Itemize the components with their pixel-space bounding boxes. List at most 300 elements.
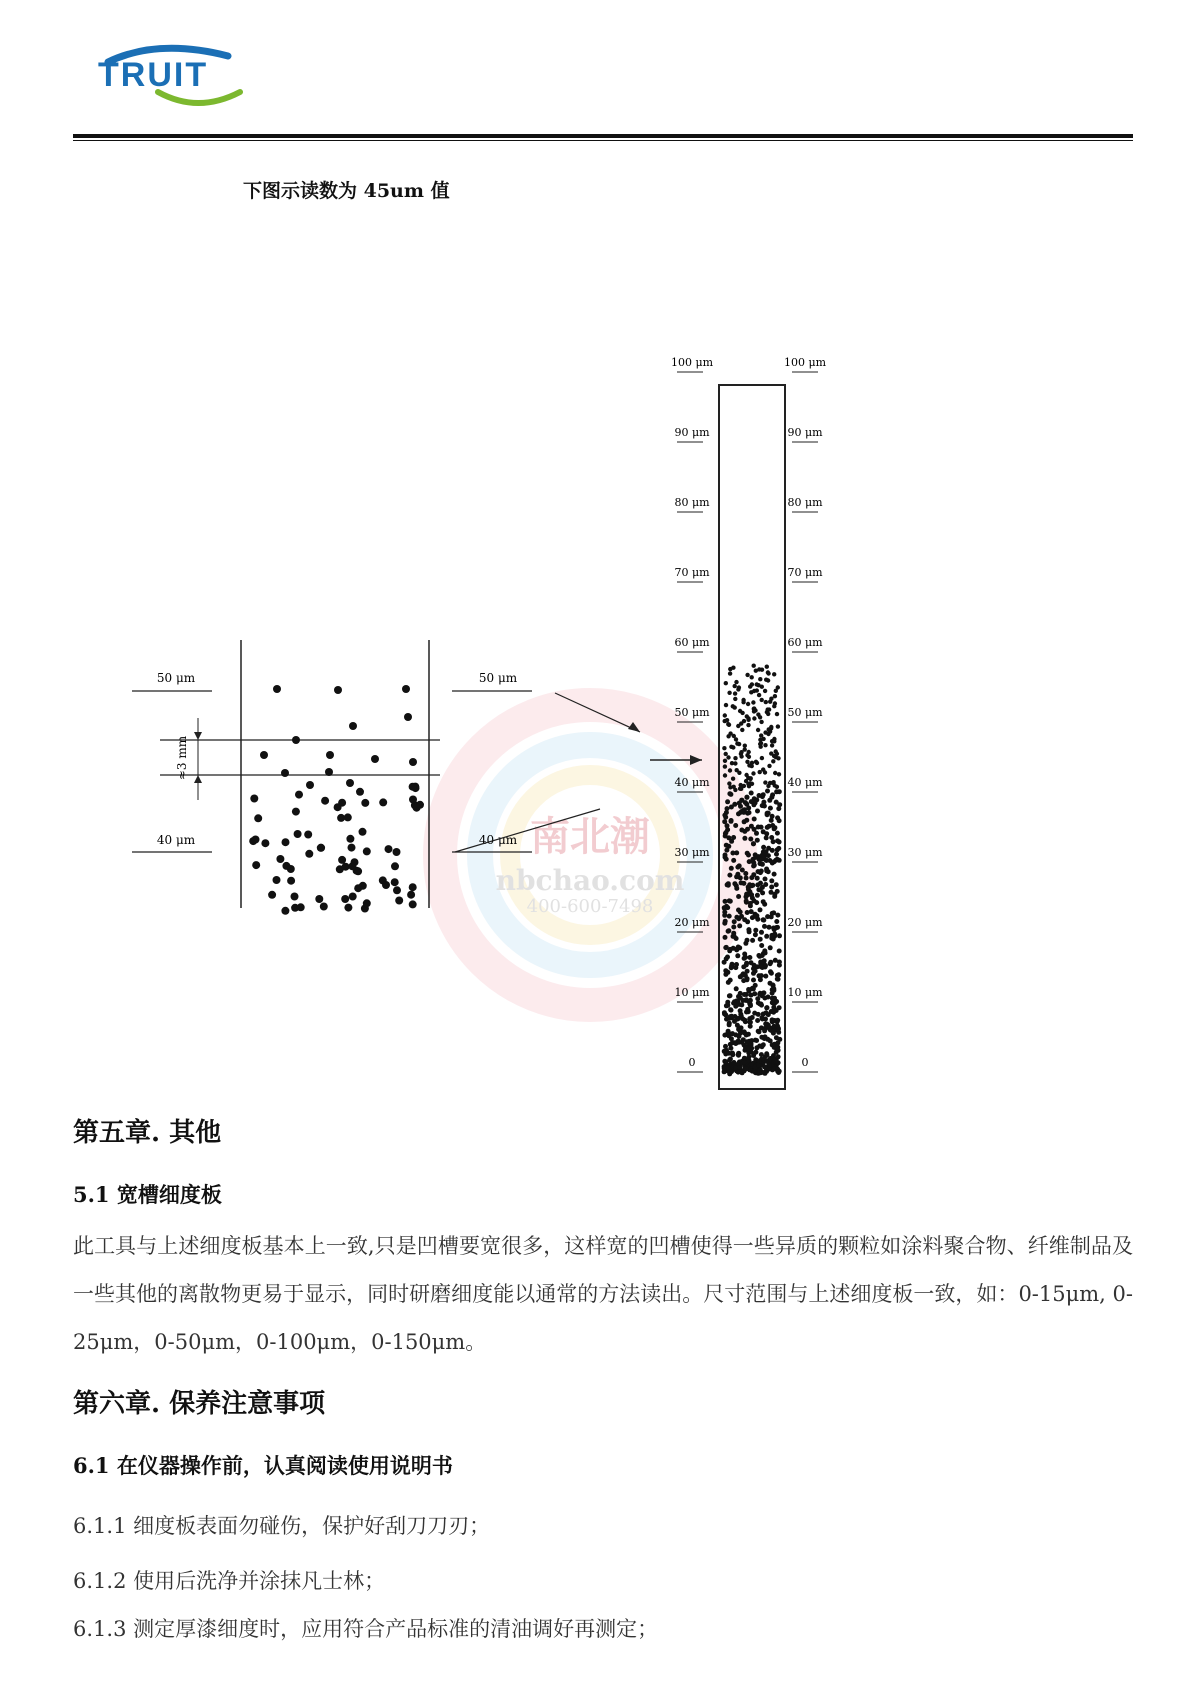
gauge-particle <box>753 914 758 919</box>
gauge-particle <box>776 806 781 811</box>
gauge-particle <box>771 839 776 844</box>
gauge-particle <box>725 1065 730 1070</box>
gauge-particle <box>755 761 759 765</box>
gauge-particle <box>724 703 728 707</box>
scale-label: 90 μm <box>787 426 823 439</box>
gauge-particle <box>743 973 748 978</box>
diagram-particle <box>291 893 299 901</box>
gauge-particle <box>757 793 762 798</box>
diagram-particle <box>354 884 362 892</box>
diagram-particle <box>294 830 302 838</box>
diagram-particle <box>281 907 289 915</box>
gauge-particle <box>745 827 750 832</box>
gauge-particle <box>765 1005 770 1010</box>
gauge-particle <box>761 1042 766 1047</box>
gauge-particle <box>766 853 771 858</box>
gauge-particle <box>729 819 734 824</box>
gauge-particle <box>762 948 767 953</box>
gauge-particle <box>754 1045 759 1050</box>
gauge-particle <box>725 970 730 975</box>
gauge-particle <box>759 1035 764 1040</box>
diagram-particle <box>356 788 364 796</box>
gauge-particle <box>768 969 773 974</box>
gauge-particle <box>734 915 739 920</box>
gauge-particle <box>746 723 750 727</box>
gauge-particle <box>734 986 739 991</box>
gauge-particle <box>730 851 735 856</box>
gauge-particle <box>760 993 765 998</box>
gauge-particle <box>764 1053 769 1058</box>
gauge-particle <box>746 887 751 892</box>
gauge-particle <box>724 681 728 685</box>
gauge-particle <box>774 749 778 753</box>
gauge-particle <box>751 841 756 846</box>
gauge-particle <box>728 785 732 789</box>
gauge-particle <box>739 809 744 814</box>
gauge-particle <box>728 792 733 797</box>
gauge-particle <box>726 929 731 934</box>
gauge-particle <box>746 1032 751 1037</box>
gauge-particle <box>771 781 775 785</box>
diagram-particle <box>260 751 268 759</box>
scale-label: 0 <box>801 1056 809 1069</box>
gauge-particle <box>752 817 757 822</box>
gauge-particle <box>733 756 737 760</box>
diagram-particle <box>342 863 350 871</box>
gauge-particle <box>749 1038 754 1043</box>
gauge-particle <box>736 994 741 999</box>
scale-label: 10 μm <box>787 986 823 999</box>
gauge-particle <box>758 715 762 719</box>
gauge-particle <box>736 687 740 691</box>
label-50-left: 50 μm <box>156 671 196 685</box>
gauge-particle <box>774 882 779 887</box>
diagram-particle <box>321 797 329 805</box>
gauge-particle <box>728 978 733 983</box>
gauge-particle <box>768 1038 773 1043</box>
gauge-particle <box>746 702 750 706</box>
gauge-particle <box>731 858 736 863</box>
gauge-particle <box>729 1008 734 1013</box>
gauge-particle <box>751 966 756 971</box>
gauge-particle <box>751 700 755 704</box>
gauge-particle <box>761 800 766 805</box>
gauge-particle <box>777 818 782 823</box>
gauge-particle <box>733 823 738 828</box>
diagram-particle <box>320 903 328 911</box>
gauge-particle <box>763 689 767 693</box>
gauge-particle <box>772 932 777 937</box>
scale-label: 20 μm <box>674 916 710 929</box>
gauge-particle <box>747 784 751 788</box>
diagram-particle <box>382 881 390 889</box>
gauge-particle <box>771 759 775 763</box>
diagram-particle <box>409 796 417 804</box>
gauge-particle <box>756 683 760 687</box>
gauge-particle <box>723 1012 728 1017</box>
gauge-particle <box>744 1010 749 1015</box>
gauge-particle <box>775 712 779 716</box>
gauge-particle <box>750 675 754 679</box>
fineness-gauge-figure <box>0 330 1200 1090</box>
gauge-particle <box>774 1008 779 1013</box>
gauge-particle <box>771 1028 776 1033</box>
diagram-particle <box>404 713 412 721</box>
gauge-particle <box>732 919 737 924</box>
gauge-particle <box>749 993 754 998</box>
gauge-particle <box>747 882 752 887</box>
gauge-particle <box>763 780 767 784</box>
gauge-particle <box>774 852 779 857</box>
item-6-1-1: 6.1.1 细度板表面勿碰伤，保护好刮刀刀刃； <box>73 1514 491 1538</box>
watermark-name: 南北潮 <box>530 813 650 860</box>
gauge-particle <box>764 700 768 704</box>
diagram-particle <box>363 899 371 907</box>
scale-label: 0 <box>688 1056 696 1069</box>
diagram-particle <box>359 828 367 836</box>
gauge-particle <box>748 1003 753 1008</box>
gauge-particle <box>759 964 764 969</box>
gauge-particle <box>748 901 753 906</box>
diagram-particle <box>344 904 352 912</box>
gauge-particle <box>729 745 733 749</box>
watermark-url: nbchao.com <box>495 864 685 897</box>
diagram-particle <box>282 838 290 846</box>
gauge-particle <box>726 755 730 759</box>
diagram-particle <box>291 904 299 912</box>
gauge-particle <box>763 743 767 747</box>
diagram-particle <box>268 891 276 899</box>
gauge-particle <box>763 877 768 882</box>
gauge-particle <box>752 716 756 720</box>
gauge-particle <box>763 1021 768 1026</box>
gauge-particle <box>732 934 737 939</box>
gauge-particle <box>725 1003 730 1008</box>
gauge-particle <box>764 868 769 873</box>
gauge-particle <box>769 795 774 800</box>
gauge-particle <box>742 992 747 997</box>
gauge-particle <box>756 728 760 732</box>
gauge-particle <box>770 983 775 988</box>
gauge-particle <box>744 876 749 881</box>
diagram-particle <box>334 686 342 694</box>
gauge-particle <box>772 872 777 877</box>
diagram-particle <box>287 877 295 885</box>
gauge-particle <box>776 1027 781 1032</box>
gauge-particle <box>775 889 780 894</box>
diagram-particle <box>254 814 262 822</box>
gauge-particle <box>733 697 737 701</box>
scale-label: 100 μm <box>783 356 827 369</box>
chapter-5-title: 第五章. 其他 <box>73 1118 222 1148</box>
gauge-particle <box>722 746 726 750</box>
gauge-particle <box>755 1018 760 1023</box>
gauge-particle <box>774 925 779 930</box>
gauge-particle <box>768 806 773 811</box>
gauge-particle <box>739 1002 744 1007</box>
gauge-particle <box>733 691 737 695</box>
gauge-particle <box>750 682 754 686</box>
gauge-particle <box>741 978 746 983</box>
gauge-particle <box>773 771 777 775</box>
gauge-particle <box>723 919 728 924</box>
gauge-particle <box>745 910 750 915</box>
gauge-particle <box>733 705 737 709</box>
gauge-particle <box>760 890 765 895</box>
gauge-particle <box>761 792 766 797</box>
gauge-particle <box>732 999 737 1004</box>
gauge-particle <box>766 811 771 816</box>
diagram-particle <box>334 803 342 811</box>
gauge-particle <box>747 955 752 960</box>
gauge-particle <box>760 698 764 702</box>
gauge-particle <box>757 1029 762 1034</box>
header-rule-thick <box>73 134 1133 138</box>
gauge-particle <box>745 795 750 800</box>
gauge-particle <box>765 789 770 794</box>
gauge-particle <box>748 998 753 1003</box>
gauge-particle <box>758 937 763 942</box>
scale-label: 60 μm <box>674 636 710 649</box>
gauge-particle <box>764 934 769 939</box>
gauge-particle <box>727 914 732 919</box>
gauge-particle <box>751 771 755 775</box>
scale-label: 50 μm <box>787 706 823 719</box>
gauge-particle <box>762 924 767 929</box>
diagram-particle <box>395 897 403 905</box>
section-5-1-paragraph: 此工具与上述细度板基本上一致,只是凹槽要宽很多，这样宽的凹槽使得一些异质的颗粒如涂料聚合物、纤维制品及一些其他的离散物更易于显示，同时研磨细度能以通常的方法读出。尺寸范围与上述细度板一致，如：0-15μm, 0-25μm，0-50μm，0-100μm，0-150μm。 <box>73 1234 1133 1354</box>
gauge-particle <box>757 693 761 697</box>
scale-label: 50 μm <box>674 706 710 719</box>
gauge-particle <box>764 858 769 863</box>
gauge-particle <box>723 935 728 940</box>
label-40-right: 40 μm <box>478 833 518 847</box>
gauge-particle <box>777 960 782 965</box>
gauge-particle <box>747 1054 752 1059</box>
gauge-particle <box>735 1023 740 1028</box>
gauge-particle <box>762 1064 767 1069</box>
gauge-particle <box>735 768 739 772</box>
gauge-particle <box>727 1022 732 1027</box>
gauge-particle <box>769 725 773 729</box>
gauge-particle <box>728 947 733 952</box>
diagram-particle <box>304 831 312 839</box>
gauge-particle <box>735 865 740 870</box>
gauge-particle <box>727 691 731 695</box>
diagram-particle <box>371 755 379 763</box>
gauge-particle <box>762 902 767 907</box>
gauge-particle <box>745 1039 750 1044</box>
gauge-particle <box>733 684 737 688</box>
diagram-particle <box>413 804 421 812</box>
gauge-particle <box>743 744 747 748</box>
gauge-particle <box>728 768 732 772</box>
gauge-particle <box>760 1015 765 1020</box>
gauge-particle <box>723 759 727 763</box>
gauge-particle <box>752 1011 757 1016</box>
scale-label: 80 μm <box>787 496 823 509</box>
gauge-particle <box>742 952 747 957</box>
diagram-particle <box>349 893 357 901</box>
scale-label: 100 μm <box>670 356 714 369</box>
gauge-particle <box>726 1051 731 1056</box>
scale-label: 30 μm <box>787 846 823 859</box>
scale-label: 70 μm <box>787 566 823 579</box>
gauge-particle <box>737 801 742 806</box>
gauge-particle <box>749 776 753 780</box>
gauge-particle <box>755 838 760 843</box>
gauge-particle <box>756 825 761 830</box>
gauge-particle <box>777 949 782 954</box>
gauge-particle <box>727 873 732 878</box>
gauge-particle <box>742 836 747 841</box>
gauge-particle <box>747 859 752 864</box>
gauge-particle <box>735 953 740 958</box>
gauge-particle <box>753 932 758 937</box>
gauge-particle <box>725 823 730 828</box>
diagram-particle <box>391 862 399 870</box>
gauge-particle <box>763 974 768 979</box>
gauge-particle <box>727 723 731 727</box>
scale-label: 10 μm <box>674 986 710 999</box>
scale-label: 80 μm <box>674 496 710 509</box>
gauge-particle <box>773 1059 778 1064</box>
gauge-particle <box>739 828 744 833</box>
diagram-particle <box>282 862 290 870</box>
gauge-particle <box>769 878 774 883</box>
gauge-particle <box>725 799 730 804</box>
diagram-particle <box>295 791 303 799</box>
diagram-particle <box>409 758 417 766</box>
gauge-particle <box>745 673 749 677</box>
gauge-particle <box>753 852 758 857</box>
gauge-particle <box>734 680 738 684</box>
gauge-particle <box>772 672 776 676</box>
gauge-particle <box>766 995 771 1000</box>
gauge-particle <box>761 845 766 850</box>
gauge-particle <box>777 933 782 938</box>
item-6-1-2: 6.1.2 使用后洗净并涂抹凡士林； <box>73 1569 386 1593</box>
gauge-particle <box>767 1063 772 1068</box>
gauge-particle <box>729 866 734 871</box>
gauge-particle <box>752 863 757 868</box>
gauge-particle <box>775 857 780 862</box>
diagram-particle <box>393 848 401 856</box>
gauge-particle <box>744 1066 749 1071</box>
band-dimension-label: ≈3 mm <box>175 735 189 781</box>
gauge-particle <box>728 1057 733 1062</box>
gauge-particle <box>723 713 727 717</box>
gauge-particle <box>741 881 746 886</box>
gauge-particle <box>747 755 751 759</box>
gauge-particle <box>725 718 729 722</box>
gauge-particle <box>758 770 762 774</box>
gauge-particle <box>739 1069 744 1074</box>
scale-label: 70 μm <box>674 566 710 579</box>
gauge-particle <box>742 719 746 723</box>
gauge-particle <box>743 871 748 876</box>
diagram-particle <box>409 783 417 791</box>
gauge-particle <box>736 1053 741 1058</box>
gauge-particle <box>743 800 748 805</box>
gauge-particle <box>776 724 780 728</box>
gauge-particle <box>743 747 747 751</box>
gauge-particle <box>766 712 770 716</box>
gauge-particle <box>744 899 749 904</box>
label-50-right: 50 μm <box>478 671 518 685</box>
gauge-particle <box>750 938 755 943</box>
gauge-particle <box>724 830 729 835</box>
gauge-particle <box>751 872 756 877</box>
diagram-particle <box>346 835 354 843</box>
gauge-particle <box>749 799 754 804</box>
gauge-particle <box>744 892 749 897</box>
gauge-particle <box>749 1046 754 1051</box>
gauge-particle <box>751 978 756 983</box>
diagram-particle <box>363 847 371 855</box>
diagram-particle <box>315 895 323 903</box>
gauge-particle <box>760 756 764 760</box>
gauge-particle <box>776 846 781 851</box>
section-5-1-title: 5.1 宽槽细度板 <box>73 1182 222 1207</box>
gauge-particle <box>728 667 732 671</box>
gauge-particle <box>722 910 727 915</box>
gauge-particle <box>733 788 737 792</box>
gauge-particle <box>764 678 768 682</box>
gauge-particle <box>767 824 772 829</box>
label-40-left: 40 μm <box>156 833 196 847</box>
diagram-particle <box>325 768 333 776</box>
gauge-particle <box>749 960 754 965</box>
gauge-particle <box>774 689 778 693</box>
gauge-particle <box>769 885 774 890</box>
gauge-particle <box>777 772 781 776</box>
gauge-particle <box>737 1034 742 1039</box>
gauge-particle <box>752 1069 757 1074</box>
gauge-particle <box>757 1001 762 1006</box>
gauge-particle <box>772 737 776 741</box>
diagram-particle <box>261 839 269 847</box>
gauge-particle <box>737 945 742 950</box>
gauge-particle <box>775 1067 780 1072</box>
gauge-particle <box>753 928 758 933</box>
gauge-particle <box>734 962 739 967</box>
watermark-phone: 400-600-7498 <box>526 896 654 917</box>
gauge-particle <box>759 720 763 724</box>
gauge-particle <box>728 899 733 904</box>
gauge-particle <box>741 998 746 1003</box>
gauge-particle <box>770 991 775 996</box>
diagram-particle <box>250 795 258 803</box>
gauge-particle <box>739 752 743 756</box>
gauge-particle <box>759 741 763 745</box>
gauge-particle <box>747 810 752 815</box>
gauge-particle <box>750 761 754 765</box>
diagram-particle <box>338 856 346 864</box>
gauge-particle <box>751 971 756 976</box>
gauge-particle <box>756 953 761 958</box>
gauge-particle <box>777 789 782 794</box>
diagram-particle <box>385 845 393 853</box>
gauge-particle <box>723 853 728 858</box>
gauge-particle <box>758 907 763 912</box>
gauge-particle <box>742 956 747 961</box>
diagram-particle <box>348 844 356 852</box>
gauge-particle <box>742 1056 747 1061</box>
gauge-particle <box>756 869 761 874</box>
gauge-particle <box>722 1049 727 1054</box>
gauge-particle <box>758 881 763 886</box>
